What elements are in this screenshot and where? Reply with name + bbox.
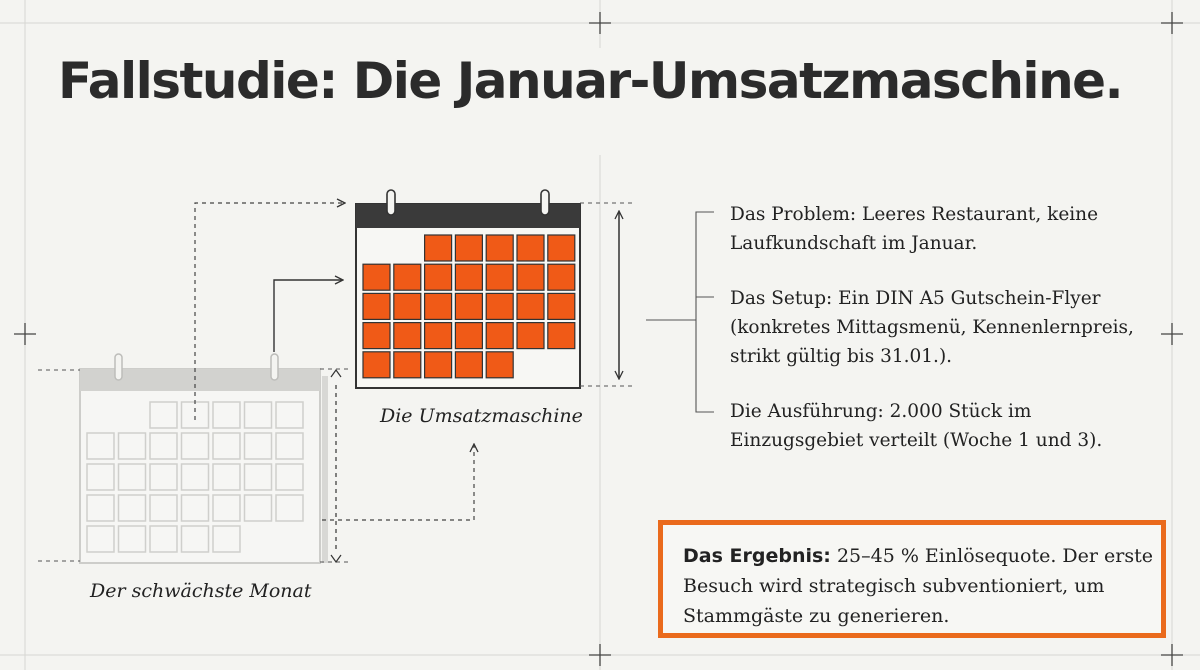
text-bracket bbox=[646, 212, 714, 412]
weak-day-25 bbox=[245, 495, 272, 521]
arrow-solid bbox=[274, 280, 342, 352]
page-title: Fallstudie: Die Januar-Umsatzmaschine. bbox=[58, 52, 1123, 110]
weak-day-1 bbox=[150, 402, 177, 428]
machine-day-4 bbox=[517, 235, 544, 261]
weak-day-5 bbox=[276, 402, 303, 428]
weak-day-28 bbox=[119, 526, 146, 552]
machine-day-3 bbox=[486, 235, 513, 261]
machine-day-20 bbox=[363, 323, 390, 349]
weak-day-29 bbox=[150, 526, 177, 552]
machine-day-14 bbox=[394, 293, 421, 319]
machine-day-16 bbox=[455, 293, 482, 319]
calendar-weak-shadow bbox=[322, 376, 328, 563]
weak-day-31 bbox=[213, 526, 240, 552]
weak-day-27 bbox=[87, 526, 114, 552]
result-body: 25–45 % Einlösequote. Der erste Besuch wird strategisch subventioniert, um Stammgäste zu generieren. bbox=[683, 545, 1153, 627]
weak-day-3 bbox=[213, 402, 240, 428]
weak-day-14 bbox=[119, 464, 146, 490]
item-setup: Das Setup: Ein DIN A5 Gutschein-Flyer (konkretes Mittagsmenü, Kennenlernpreis, strikt gültig bis 31.01.). bbox=[730, 288, 1134, 367]
machine-day-29 bbox=[425, 352, 452, 378]
weak-day-17 bbox=[213, 464, 240, 490]
machine-day-6 bbox=[363, 264, 390, 290]
machine-day-21 bbox=[394, 323, 421, 349]
machine-day-2 bbox=[455, 235, 482, 261]
result-label: Das Ergebnis: bbox=[683, 545, 831, 567]
caption-weak-month: Der schwächste Monat bbox=[90, 580, 312, 602]
machine-day-8 bbox=[425, 264, 452, 290]
weak-day-8 bbox=[150, 433, 177, 459]
machine-day-10 bbox=[486, 264, 513, 290]
weak-day-22 bbox=[150, 495, 177, 521]
machine-day-28 bbox=[394, 352, 421, 378]
weak-day-16 bbox=[182, 464, 209, 490]
machine-day-23 bbox=[455, 323, 482, 349]
machine-day-11 bbox=[517, 264, 544, 290]
weak-day-4 bbox=[245, 402, 272, 428]
machine-day-15 bbox=[425, 293, 452, 319]
weak-day-26 bbox=[276, 495, 303, 521]
weak-day-20 bbox=[87, 495, 114, 521]
weak-day-12 bbox=[276, 433, 303, 459]
weak-day-13 bbox=[87, 464, 114, 490]
weak-day-19 bbox=[276, 464, 303, 490]
machine-day-25 bbox=[517, 323, 544, 349]
result-text bbox=[683, 541, 1153, 631]
machine-day-18 bbox=[517, 293, 544, 319]
weak-day-2 bbox=[182, 402, 209, 428]
weak-day-24 bbox=[213, 495, 240, 521]
machine-day-1 bbox=[425, 235, 452, 261]
item-problem: Das Problem: Leeres Restaurant, keine Laufkundschaft im Januar. bbox=[730, 204, 1099, 254]
machine-day-26 bbox=[548, 323, 575, 349]
dimension-weak bbox=[331, 370, 341, 562]
weak-day-15 bbox=[150, 464, 177, 490]
weak-day-6 bbox=[87, 433, 114, 459]
machine-day-9 bbox=[455, 264, 482, 290]
machine-day-13 bbox=[363, 293, 390, 319]
calendar-weak-month bbox=[80, 354, 320, 563]
weak-day-21 bbox=[119, 495, 146, 521]
weak-day-30 bbox=[182, 526, 209, 552]
arrow-dashed-bottom bbox=[322, 445, 474, 520]
machine-day-27 bbox=[363, 352, 390, 378]
caption-umsatzmaschine: Die Umsatzmaschine bbox=[380, 405, 583, 427]
weak-day-18 bbox=[245, 464, 272, 490]
calendar-umsatzmaschine bbox=[356, 190, 580, 388]
weak-day-9 bbox=[182, 433, 209, 459]
machine-day-22 bbox=[425, 323, 452, 349]
item-execution: Die Ausführung: 2.000 Stück im Einzugsgebiet verteilt (Woche 1 und 3). bbox=[730, 401, 1103, 451]
machine-day-12 bbox=[548, 264, 575, 290]
machine-day-31 bbox=[486, 352, 513, 378]
machine-day-24 bbox=[486, 323, 513, 349]
weak-day-7 bbox=[119, 433, 146, 459]
result-box bbox=[658, 520, 1166, 638]
machine-day-5 bbox=[548, 235, 575, 261]
machine-day-17 bbox=[486, 293, 513, 319]
weak-day-10 bbox=[213, 433, 240, 459]
weak-day-11 bbox=[245, 433, 272, 459]
machine-day-7 bbox=[394, 264, 421, 290]
machine-day-30 bbox=[455, 352, 482, 378]
weak-day-23 bbox=[182, 495, 209, 521]
machine-day-19 bbox=[548, 293, 575, 319]
